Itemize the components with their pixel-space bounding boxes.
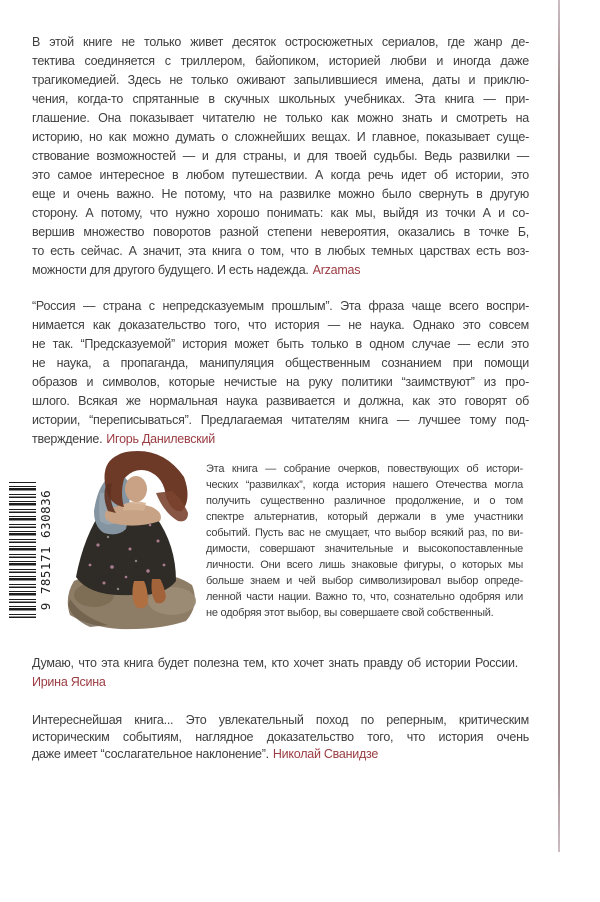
text-line: истории, “переписываться”. Предлагаемая читателям книга — лучшее тому под- [32,413,529,427]
text-line: еще и очень важно. Не потому, что на развилке можно было свернуть в другую [32,187,529,201]
text-line: “Россия — страна с непредсказуемым прошлым”. Эта фраза чаще всего воспри- [32,299,529,313]
text-line: это самое интересное в любом путешествии. А когда речь идет об истории, это [32,168,529,182]
text-line: глашение. Она показывает читателю не только как можно знать и смотреть на [32,111,529,125]
text-line: шлого. Всякая же нормальная наука развивается и должна, как это говорят об [32,394,529,408]
text-line: сторону. А потому, что нужно хорошо понимать: как мы, выйдя из точки А и со- [32,206,529,220]
page-edge-rule [558,0,560,852]
text-line: вершив множество поворотов разной степени невероятия, оказались в точке Б, [32,225,529,239]
text-line: личности. Они всего лишь знаковые фигуры, о которых мы [206,559,523,571]
quote-yasina-lastline [32,673,518,692]
text-line: историческим событиям, наглядное доказательство того, что история очень [32,730,529,744]
text-line: ческих “развилках”, когда история нашего Отечества могла [206,479,523,491]
annotation-lastline [206,605,523,621]
text-line: получить существенно различное продолжение, и о том [206,495,523,507]
quote-text-end: можности для другого будущего. И есть надежда. [32,263,309,277]
text-line: больше знаем и чей выбор символизировал выбор опреде- [206,575,523,587]
text-line: трагикомедией. Здесь не только оживают запылившиеся имена, даты и приклю- [32,73,529,87]
alyonushka-painting-art [60,449,204,630]
text-line: не наука, а пропаганда, манипуляция общественным сознанием при помощи [32,356,529,370]
quote-author: Ирина Ясина [32,675,106,689]
barcode-bars-icon [9,482,36,618]
isbn-barcode-inner [9,482,56,618]
quote-arzamas-lastline [32,261,529,280]
text-line: Интереснейшая книга... Это увлекательный поход по реперным, критическим [32,713,529,727]
annotation-text [206,461,523,605]
text-line: образов и символов, которые нечистые на руку политики “заимствуют” из про- [32,375,529,389]
text-line: нимается как доказательство того, что история — не наука. Однако это совсем [32,318,529,332]
isbn-barcode [9,482,56,618]
text-line: димости, совершают значительные и высокопоставленные [206,543,523,555]
alyonushka-painting [60,449,204,630]
text-line: тектива соединяется с триллером, байопиком, историей любви и иногда даже [32,54,529,68]
text-line: ленной части нации. Важно то, что, сознательно одобряя или [206,591,523,603]
text-line: Думаю, что эта книга будет полезна тем, кто хочет знать правду об истории России. [32,656,518,670]
text-line: чения, когда-то спрятанные в скучных школьных учебниках. Эта книга — при- [32,92,529,106]
text-line: историю, но как можно думать о сложнейших вещах. И главное, показывает суще- [32,130,529,144]
quote-danilevsky [32,297,529,449]
quote-text-end: даже имеет “сослагательное наклонение”. [32,747,269,761]
quote-author: Игорь Данилевский [106,432,215,446]
text-line: то есть сейчас. А значит, эта книга о том, что в любых темных царствах есть воз- [32,244,529,258]
quote-danilevsky-lastline [32,430,529,449]
quote-author: Николай Сванидзе [272,747,379,761]
quote-yasina [32,654,518,692]
quote-svanidze-text [32,712,529,746]
text-line: В этой книге не только живет десяток остросюжетных сериалов, где жанр де- [32,35,529,49]
text-line: Эта книга — собрание очерков, повествующих об истори- [206,463,523,475]
quote-yasina-text [32,654,518,673]
quote-svanidze-lastline [32,746,529,763]
quote-svanidze [32,712,529,763]
quote-author: Arzamas [312,263,361,277]
barcode-digits: 9 785171 630836 [38,489,53,611]
text-line: не так. “Предсказуемой” история может быть только в одном случае — если это [32,337,529,351]
quote-arzamas [32,33,529,280]
quote-text-end: не одобряя этот выбор, вы совершаете свой собственный. [206,607,494,619]
text-line: ствование возможностей — и для страны, и для твоей судьбы. Ведь развилки — [32,149,529,163]
text-line: событий. Пусть вас не смущает, что выбор всякий раз, по ви- [206,527,523,539]
quote-arzamas-text [32,33,529,261]
annotation-paragraph [206,461,523,621]
quote-text-end: тверждение. [32,432,103,446]
quote-danilevsky-text [32,297,529,430]
text-line: спектре альтернатив, который держали в уме участники [206,511,523,523]
